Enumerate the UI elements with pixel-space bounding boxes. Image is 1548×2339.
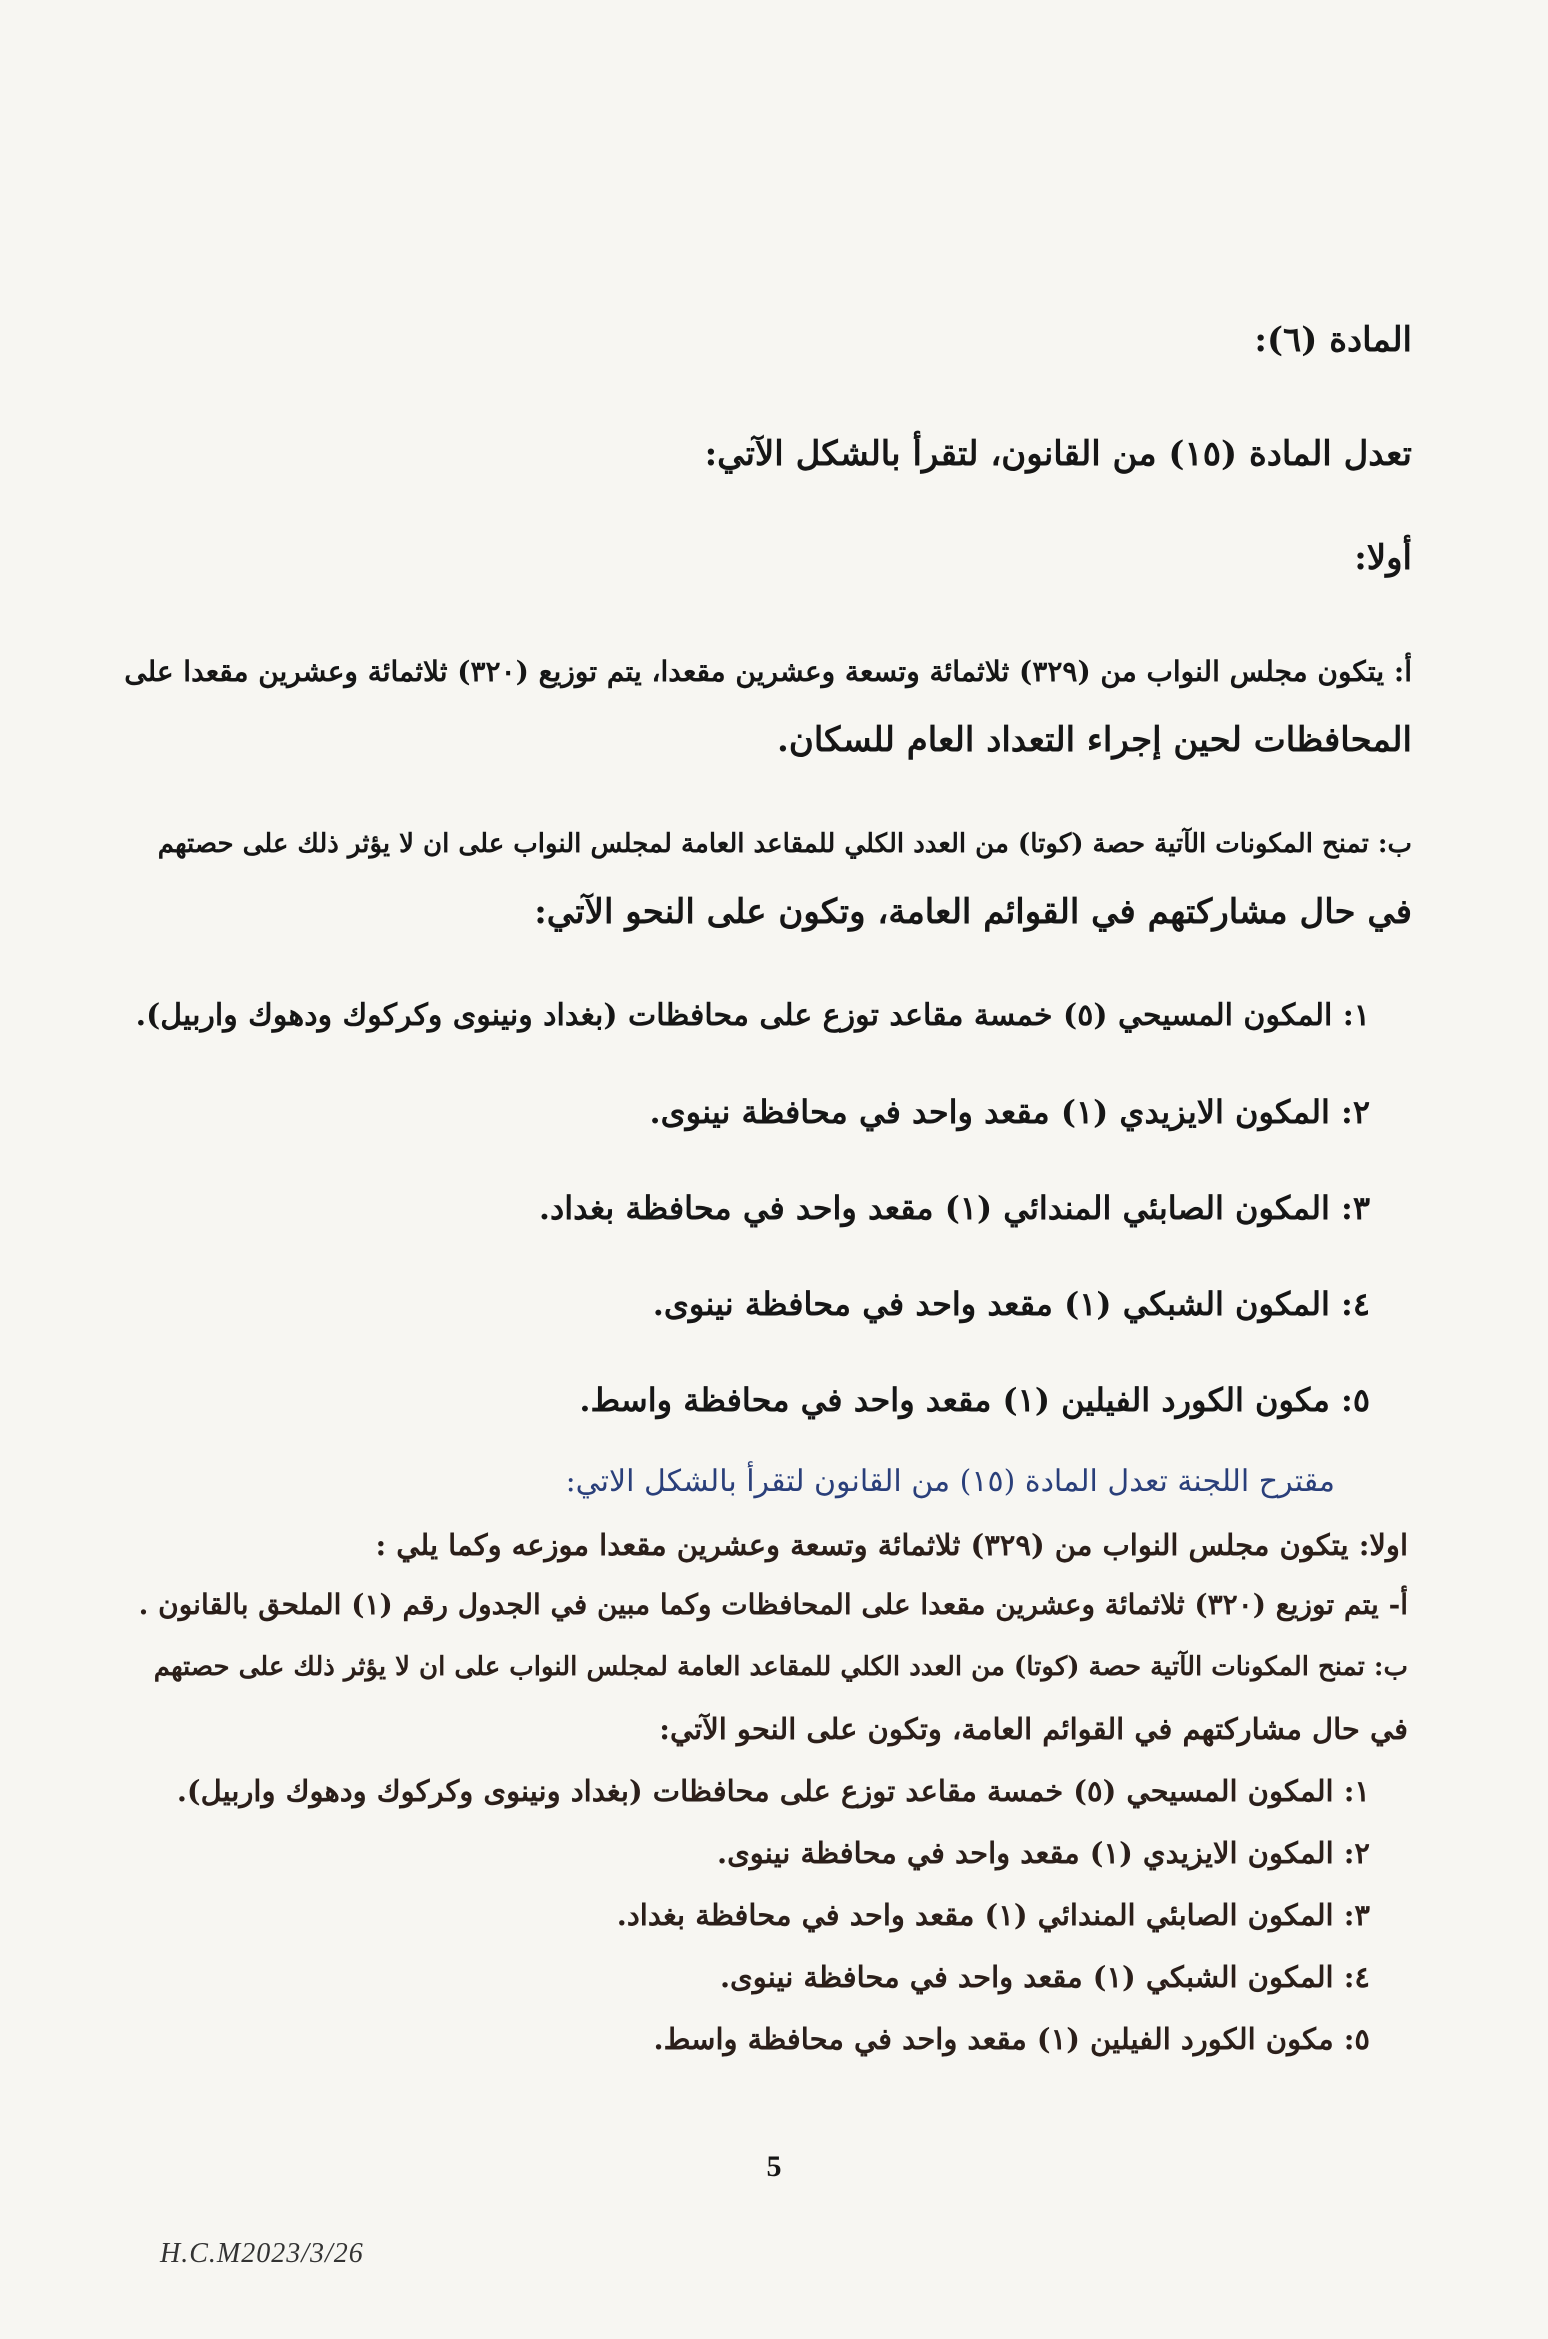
page-number: 5 (766, 2150, 782, 2183)
amendment-line-b-1: ب: تمنح المكونات الآتية حصة (كوتا) من العدد الكلي للمقاعد العامة لمجلس النواب على ان لا يؤثر ذلك على حصتهم (153, 1652, 1408, 1682)
list-item: ٤: المكون الشبكي (١) مقعد واحد في محافظة نينوى. (652, 1285, 1370, 1323)
amendment-line-a: أ- يتم توزيع (٣٢٠) ثلاثمائة وعشرين مقعدا على المحافظات وكما مبين في الجدول رقم (١) الملحق بالقانون . (138, 1588, 1408, 1621)
amendment-first-line: اولا: يتكون مجلس النواب من (٣٢٩) ثلاثمائة وتسعة وعشرين مقعدا موزعه وكما يلي : (375, 1528, 1408, 1562)
amendment-line-b-2: في حال مشاركتهم في القوائم العامة، وتكون على النحو الآتي: (659, 1712, 1408, 1746)
list-item: ٥: مكون الكورد الفيلين (١) مقعد واحد في محافظة واسط. (579, 1381, 1370, 1419)
amendment-list-item: ٣: المكون الصابئي المندائي (١) مقعد واحد في محافظة بغداد. (616, 1898, 1370, 1932)
list-item: ٣: المكون الصابئي المندائي (١) مقعد واحد في محافظة بغداد. (538, 1189, 1370, 1227)
amendment-heading: مقترح اللجنة تعدل المادة (١٥) من القانون لتقرأ بالشكل الاتي: (565, 1464, 1335, 1499)
section-first-label: أولا: (1354, 538, 1412, 578)
document-stamp: H.C.M2023/3/26 (160, 2238, 364, 2269)
list-item: ١: المكون المسيحي (٥) خمسة مقاعد توزع على محافظات (بغداد ونينوى وكركوك ودهوك واربيل). (135, 998, 1370, 1033)
amendment-list-item: ١: المكون المسيحي (٥) خمسة مقاعد توزع على محافظات (بغداد ونينوى وكركوك ودهوك واربيل). (176, 1774, 1370, 1808)
paragraph-b-line-1: ب: تمنح المكونات الآتية حصة (كوتا) من العدد الكلي للمقاعد العامة لمجلس النواب على ان لا يؤثر ذلك على حصتهم (157, 829, 1412, 859)
article-title: المادة (٦): (1254, 320, 1412, 360)
amendment-list-item: ٤: المكون الشبكي (١) مقعد واحد في محافظة نينوى. (719, 1960, 1370, 1994)
amendment-list-item: ٢: المكون الايزيدي (١) مقعد واحد في محافظة نينوى. (717, 1836, 1370, 1870)
paragraph-a-line-1: أ: يتكون مجلس النواب من (٣٢٩) ثلاثمائة وتسعة وعشرين مقعدا، يتم توزيع (٣٢٠) ثلاثمائة وعشرين مقعدا على (124, 655, 1412, 688)
paragraph-b-line-2: في حال مشاركتهم في القوائم العامة، وتكون على النحو الآتي: (534, 892, 1412, 932)
paragraph-a-line-2: المحافظات لحين إجراء التعداد العام للسكان. (777, 720, 1412, 760)
amendment-list-item: ٥: مكون الكورد الفيلين (١) مقعد واحد في محافظة واسط. (653, 2022, 1370, 2056)
list-item: ٢: المكون الايزيدي (١) مقعد واحد في محافظة نينوى. (649, 1093, 1370, 1131)
article-intro: تعدل المادة (١٥) من القانون، لتقرأ بالشكل الآتي: (704, 434, 1412, 474)
